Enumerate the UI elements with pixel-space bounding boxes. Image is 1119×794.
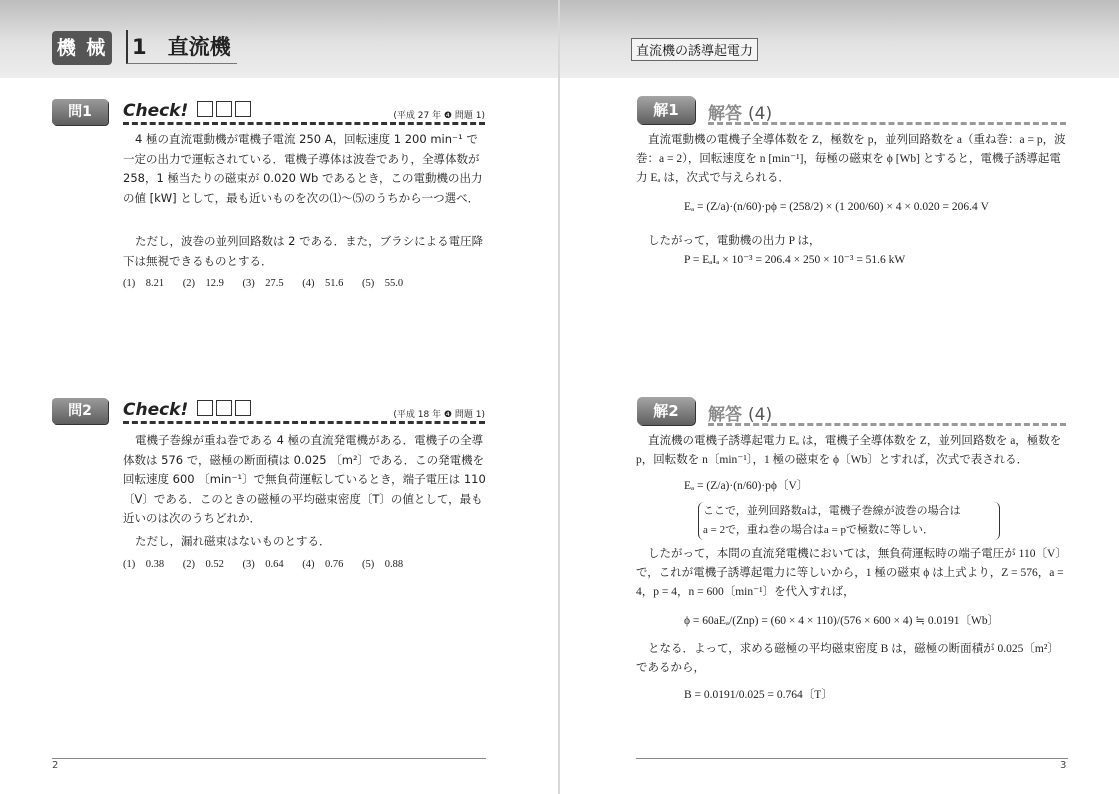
question-1-text: 4 極の直流電動機が電機子電流 250 A，回転速度 1 200 min⁻¹ で一定の出力で運転されている．電機子導体は波巻であり，全導体数が 258，1 極当たりの磁束が 0.020 Wb であるとき，この電動機の出力の値 [kW] として，最も近いものを次の⑴～⑸のうちから一つ選べ． xyxy=(123,132,483,205)
chapter-title: 1 直流機 xyxy=(126,30,237,64)
choice: (3) 27.5 xyxy=(242,278,284,289)
answer-2-text-2: したがって，本問の直流発電機においては，無負荷運転時の端子電圧が 110〔V〕で，これが電機子誘導起電力に等しいから，1 極の磁束 ϕ は上式より，Z = 576，a = 4，p = 4，n = 600〔min⁻¹〕を代入すれば， xyxy=(636,548,1064,598)
choice: (1) 8.21 xyxy=(123,278,165,289)
choice: (4) 51.6 xyxy=(302,278,344,289)
note-line: a = 2で，重ね巻の場合はa = pで極数に等しい． xyxy=(703,524,934,536)
answer-1-heading xyxy=(708,99,772,124)
choice: (5) 55.0 xyxy=(362,278,404,289)
question-2-badge: 問2 xyxy=(52,398,108,424)
answer-choice: (4) xyxy=(748,104,773,124)
choice: (1) 0.38 xyxy=(123,559,165,570)
page-number: 3 xyxy=(1060,760,1067,771)
question-1-badge: 問1 xyxy=(52,99,108,125)
left-page xyxy=(0,0,559,794)
answer-1-equation-emf: Eₐ = (Z/a)·(n/60)·pϕ = (258/2) × (1 200/60) × 4 × 0.020 = 206.4 V xyxy=(684,201,989,213)
section-title: 直流機の誘導起電力 xyxy=(631,38,758,61)
question-2-check xyxy=(123,400,251,420)
answer-1-text-2: したがって，電動機の出力 P は， xyxy=(648,235,821,247)
question-1-note: ただし，波巻の並列回路数は 2 である．また，ブラシによる電圧降下は無視できるものとする． xyxy=(123,234,484,268)
choice: (3) 0.64 xyxy=(242,559,284,570)
question-1-divider xyxy=(123,122,485,125)
answer-1-equation-power: P = EₐIₐ × 10⁻³ = 206.4 × 250 × 10⁻³ = 51.6 kW xyxy=(684,254,906,266)
answer-heading-label: 解答 xyxy=(708,405,742,425)
checkbox-2[interactable] xyxy=(216,101,232,117)
answer-2-equation-flux-density: B = 0.0191/0.025 = 0.764〔T〕 xyxy=(684,689,833,701)
answer-2-note xyxy=(698,502,1000,540)
answer-1-text: 直流電動機の電機子全導体数を Z，極数を p，並列回路数を a（重ね巻：a = p，波巻：a = 2），回転速度を n [min⁻¹]，毎極の磁束を ϕ [Wb] とすると，電機子誘導起電力 Eₐ は，次式で与えられる． xyxy=(636,134,1066,184)
choice: (5) 0.88 xyxy=(362,559,404,570)
answer-2-badge: 解2 xyxy=(637,397,695,425)
page-number: 2 xyxy=(52,760,59,771)
note-line: ここで，並列回路数aは，電機子巻線が波巻の場合は xyxy=(703,505,961,517)
choice: (4) 0.76 xyxy=(302,559,344,570)
answer-2-text: 直流機の電機子誘導起電力 Eₐ は，電機子全導体数を Z，並列回路数を a，極数を p，回転数を n〔min⁻¹〕，1 極の磁束を ϕ〔Wb〕とすれば，次式で表される． xyxy=(636,435,1062,466)
choice: (2) 0.52 xyxy=(182,559,224,570)
chapter-badge: 機 械 xyxy=(52,31,112,65)
choice: (2) 12.9 xyxy=(182,278,224,289)
checkbox-1[interactable] xyxy=(197,101,213,117)
answer-1-divider xyxy=(708,122,1066,125)
right-page xyxy=(560,0,1119,794)
answer-2-text-3: となる．よって，求める磁極の平均磁束密度 B は，磁極の断面積が 0.025〔m²〕であるから， xyxy=(636,643,1059,674)
answer-2-heading xyxy=(708,400,772,425)
question-2-source: (平成 18 年 ❹ 問題 1) xyxy=(393,410,485,420)
answer-1-badge: 解1 xyxy=(637,96,695,124)
question-1-check xyxy=(123,101,251,121)
question-2-choices xyxy=(123,556,419,571)
answer-heading-label: 解答 xyxy=(708,104,742,124)
check-label: Check! xyxy=(123,400,189,420)
answer-2-divider xyxy=(708,423,1066,426)
footer-rule xyxy=(52,758,486,759)
question-1-source: (平成 27 年 ❹ 問題 1) xyxy=(393,111,485,121)
answer-2-equation-flux: ϕ = 60aEₐ/(Znp) = (60 × 4 × 110)/(576 × 600 × 4) ≒ 0.0191〔Wb〕 xyxy=(684,615,1000,627)
checkbox-1[interactable] xyxy=(197,400,213,416)
question-1-choices xyxy=(123,275,419,290)
question-2-note: ただし，漏れ磁束はないものとする． xyxy=(135,534,331,548)
checkbox-3[interactable] xyxy=(235,101,251,117)
footer-rule xyxy=(636,758,1068,759)
checkbox-2[interactable] xyxy=(216,400,232,416)
question-2-divider xyxy=(123,421,485,424)
checkbox-3[interactable] xyxy=(235,400,251,416)
check-label: Check! xyxy=(123,101,189,121)
question-2-text: 電機子巻線が重ね巻である 4 極の直流発電機がある．電機子の全導体数は 576 で，磁極の断面積は 0.025 〔m²〕である．この発電機を回転速度 600 〔min⁻¹〕で無負荷運転しているとき，端子電圧は 110 〔V〕である．このときの磁極の平均磁束密度〔T〕の値として，最も近いのは次のうちどれか． xyxy=(123,433,486,526)
answer-choice: (4) xyxy=(748,405,773,425)
answer-2-equation-emf: Eₐ = (Z/a)·(n/60)·pϕ〔V〕 xyxy=(684,480,809,492)
